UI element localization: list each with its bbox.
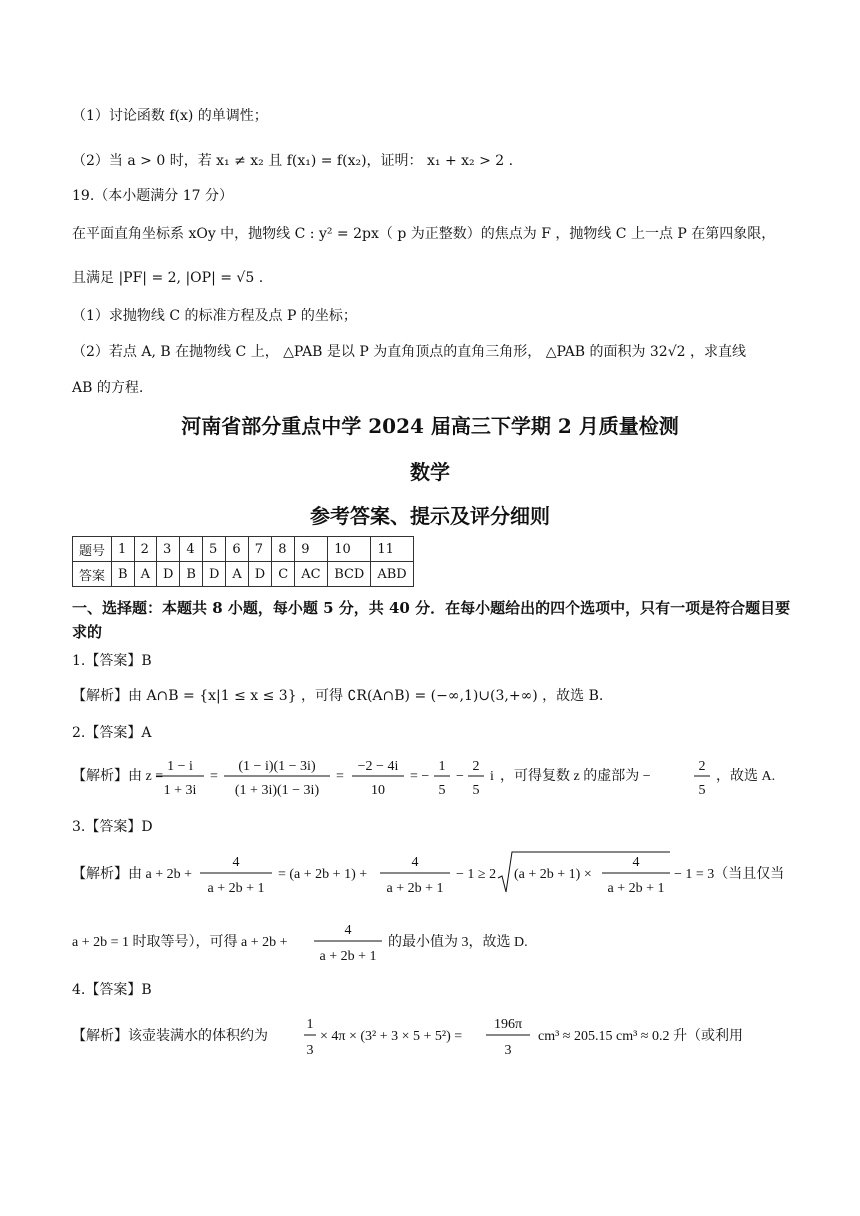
q18-part2: （2）当 a > 0 时，若 x₁ ≠ x₂ 且 f(x₁) = f(x₂)，证明： x₁ + x₂ > 2 . (72, 153, 514, 169)
s3-frac3-den: a + 2b + 1 (607, 881, 665, 896)
s4-frac2-den: 3 (504, 1043, 512, 1058)
subject-title: 数学 (410, 460, 450, 484)
s2-frac6-num: 2 (698, 759, 706, 774)
table-cell: 10 (328, 537, 371, 562)
s2-frac1-num: 1 − i (167, 759, 193, 774)
s2-end: ，故选 A. (716, 769, 776, 784)
table-cell: 5 (202, 537, 225, 562)
table-row-answers (73, 562, 414, 587)
s3-sqrt-content: (a + 2b + 1) × (514, 867, 592, 882)
s3-frac2-den: a + 2b + 1 (386, 881, 444, 896)
table-cell: 7 (248, 537, 271, 562)
solution-3-answer: 3.【答案】D (72, 819, 153, 835)
solution-4-answer: 4.【答案】B (72, 982, 152, 998)
s2-prefix: 【解析】由 z = (72, 769, 164, 784)
table-cell: 8 (272, 537, 295, 562)
solution-2-explanation (72, 752, 792, 802)
q19-part2-line2: AB 的方程. (72, 380, 144, 396)
s2-frac2-den: (1 + 3i)(1 − 3i) (234, 783, 320, 798)
minus-sign: − (456, 769, 464, 784)
equals-sign: = (210, 769, 218, 784)
solution-3-explanation (72, 848, 796, 900)
table-cell: 4 (180, 537, 203, 562)
s4-end: cm³ ≈ 205.15 cm³ ≈ 0.2 升（或利用 (538, 1029, 743, 1044)
s3-frac4-num: 4 (344, 923, 352, 938)
table-cell: D (156, 562, 179, 587)
s4-frac1-num: 1 (306, 1017, 314, 1032)
s2-frac4-num: 1 (438, 759, 446, 774)
s3-mid2: − 1 ≥ 2 (456, 867, 497, 882)
s2-frac3-den: 10 (371, 783, 385, 798)
s4-mid: × 4π × (3² + 3 × 5 + 5²) = (320, 1029, 463, 1044)
q19-stem-line1: 在平面直角坐标系 xOy 中，抛物线 C : y² = 2px（ p 为正整数）的焦点为 F ，抛物线 C 上一点 P 在第四象限， (72, 226, 776, 242)
s2-frac5-den: 5 (472, 783, 480, 798)
table-cell: 2 (134, 537, 156, 562)
s3-frac4-den: a + 2b + 1 (319, 949, 377, 964)
s2-mid: ，可得复数 z 的虚部为 − (500, 769, 651, 784)
table-cell: BCD (328, 562, 371, 587)
s3-mid1: = (a + 2b + 1) + (278, 867, 368, 882)
s2-frac3-num: −2 − 4i (357, 759, 399, 774)
table-cell: ABD (371, 562, 414, 587)
solution-1-answer: 1.【答案】B (72, 653, 152, 669)
s3-frac2-num: 4 (411, 855, 419, 870)
s3-end: − 1 = 3（当且仅当 (674, 867, 785, 882)
section-heading: 一、选择题：本题共 8 小题，每小题 5 分，共 40 分．在每小题给出的四个选项中，只有一项是符合题目要求的 (72, 599, 791, 641)
q18-part1: （1）讨论函数 f(x) 的单调性； (72, 108, 268, 124)
table-cell: D (248, 562, 271, 587)
s4-prefix: 【解析】该壶装满水的体积约为 (72, 1029, 268, 1044)
table-cell: 6 (226, 537, 248, 562)
imaginary-unit: i (490, 769, 494, 784)
answer-key-subtitle: 参考答案、提示及评分细则 (310, 504, 550, 528)
s2-frac1-den: 1 + 3i (163, 783, 197, 798)
solution-4-explanation (72, 1010, 796, 1062)
table-cell: B (180, 562, 203, 587)
table-cell: 9 (295, 537, 328, 562)
s4-frac1-den: 3 (306, 1043, 314, 1058)
table-cell: A (226, 562, 248, 587)
table-cell: AC (295, 562, 328, 587)
table-cell: 11 (371, 537, 414, 562)
table-cell: 3 (156, 537, 179, 562)
s3-line2-b: 的最小值为 3，故选 D. (388, 935, 528, 950)
table-header-cell: 题号 (73, 537, 112, 562)
s2-frac4-den: 5 (438, 783, 446, 798)
s3-prefix: 【解析】由 a + 2b + (72, 867, 193, 882)
s2-frac5-num: 2 (472, 759, 480, 774)
q19-heading: 19.（本小题满分 17 分） (72, 188, 233, 204)
table-cell: C (272, 562, 295, 587)
equals-minus: = − (410, 769, 430, 784)
solution-1-explanation: 【解析】由 A∩B = {x|1 ≤ x ≤ 3} ，可得 ∁R(A∩B) = (−∞,1)∪(3,+∞) ，故选 B. (72, 688, 604, 704)
table-cell: B (112, 562, 135, 587)
s2-frac2-num: (1 − i)(1 − 3i) (238, 759, 316, 774)
s3-frac-den: a + 2b + 1 (207, 881, 265, 896)
q19-part1: （1）求抛物线 C 的标准方程及点 P 的坐标； (72, 308, 357, 324)
table-row-numbers (73, 537, 414, 562)
answer-table (72, 536, 414, 587)
s3-frac3-num: 4 (632, 855, 640, 870)
s2-frac6-den: 5 (698, 783, 706, 798)
table-cell: A (134, 562, 156, 587)
table-header-cell: 答案 (73, 562, 112, 587)
table-cell: D (202, 562, 225, 587)
solution-3-explanation-line2 (72, 918, 792, 968)
q19-part2-line1: （2）若点 A, B 在抛物线 C 上， △PAB 是以 P 为直角顶点的直角三角形， △PAB 的面积为 32√2 ，求直线 (72, 344, 746, 360)
q19-stem-line2: 且满足 |PF| = 2, |OP| = √5 . (72, 270, 264, 286)
s3-line2-a: a + 2b = 1 时取等号），可得 a + 2b + (72, 935, 288, 950)
equals-sign: = (336, 769, 344, 784)
s3-frac-num: 4 (232, 855, 240, 870)
document-title: 河南省部分重点中学 2024 届高三下学期 2 月质量检测 (181, 414, 679, 438)
s4-frac2-num: 196π (493, 1017, 523, 1032)
table-cell: 1 (112, 537, 135, 562)
solution-2-answer: 2.【答案】A (72, 725, 152, 741)
